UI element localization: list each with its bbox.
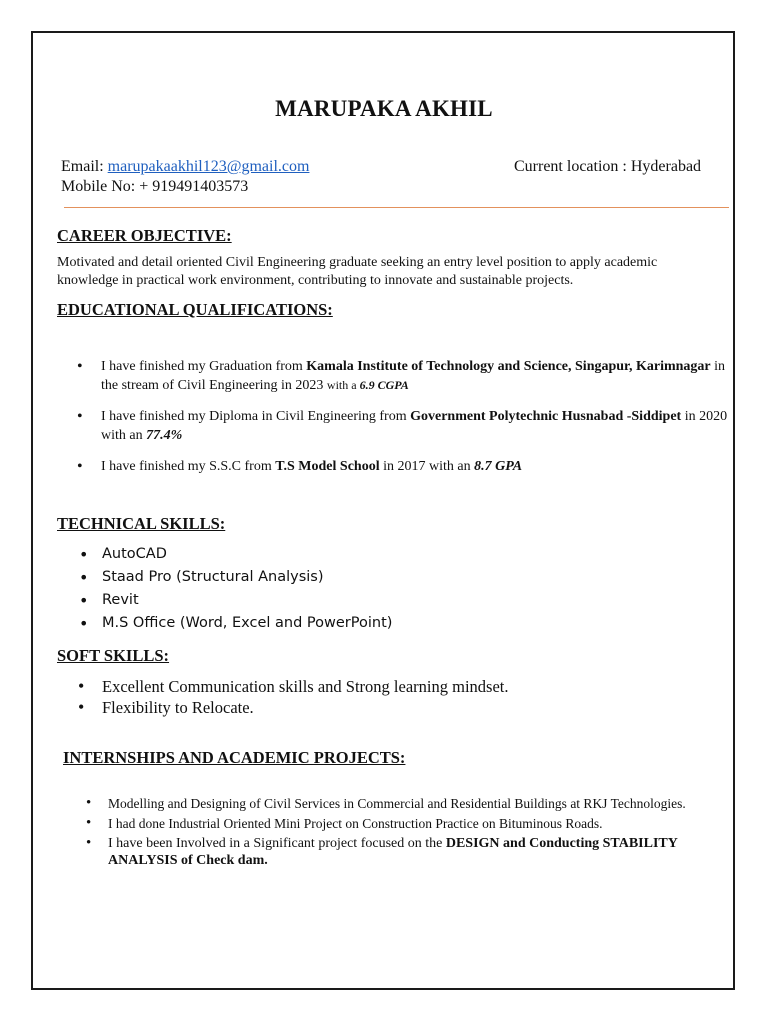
education-heading: EDUCATIONAL QUALIFICATIONS:	[57, 300, 333, 319]
technical-skills-list	[77, 543, 392, 635]
email-link[interactable]: marupakaakhil123@gmail.com	[107, 158, 310, 175]
list-item: • M.S Office (Word, Excel and PowerPoint)	[77, 612, 392, 635]
list-item: • I have finished my S.S.C from T.S Model School in 2017 with an 8.7 GPA	[57, 457, 737, 476]
soft-skills-list	[76, 676, 508, 718]
list-item: • I have finished my Diploma in Civil Engineering from Government Polytechnic Husnabad -Siddipet in 2020 with an 77.4%	[57, 407, 737, 445]
list-item: • I had done Industrial Oriented Mini Project on Construction Practice on Bituminous Roads.	[82, 815, 727, 832]
current-location: Current location : Hyderabad	[514, 158, 702, 175]
list-item: • Modelling and Designing of Civil Services in Commercial and Residential Buildings at RKJ Technologies.	[82, 795, 727, 812]
email-label: Email:	[61, 158, 108, 175]
email-line	[61, 158, 309, 176]
education-list	[57, 357, 737, 476]
list-item: • AutoCAD	[77, 543, 392, 566]
internships-list	[82, 795, 727, 869]
list-item: • I have been Involved in a Significant project focused on the DESIGN and Conducting STABILITY ANALYSIS of Check dam.	[82, 835, 727, 869]
list-item: • Flexibility to Relocate.	[76, 697, 508, 718]
candidate-name: MARUPAKA AKHIL	[275, 96, 493, 121]
list-item: • Revit	[77, 589, 392, 612]
career-objective-heading: CAREER OBJECTIVE:	[57, 226, 232, 245]
technical-skills-heading: TECHNICAL SKILLS:	[57, 514, 226, 533]
list-item: • Staad Pro (Structural Analysis)	[77, 566, 392, 589]
career-objective-text: Motivated and detail oriented Civil Engineering graduate seeking an entry level position to apply academic knowledge in practical work environment, contributing to innovate and sustainable projects.	[57, 255, 658, 288]
header-divider	[64, 207, 729, 208]
internships-heading: INTERNSHIPS AND ACADEMIC PROJECTS:	[63, 748, 406, 767]
soft-skills-heading: SOFT SKILLS:	[57, 646, 170, 665]
list-item: • Excellent Communication skills and Strong learning mindset.	[76, 676, 508, 697]
list-item: • I have finished my Graduation from Kamala Institute of Technology and Science, Singapur, Karimnagar in the stream of Civil Engineering in 2023 with a 6.9 CGPA	[57, 357, 737, 395]
mobile-number: Mobile No: + 919491403573	[61, 178, 249, 195]
